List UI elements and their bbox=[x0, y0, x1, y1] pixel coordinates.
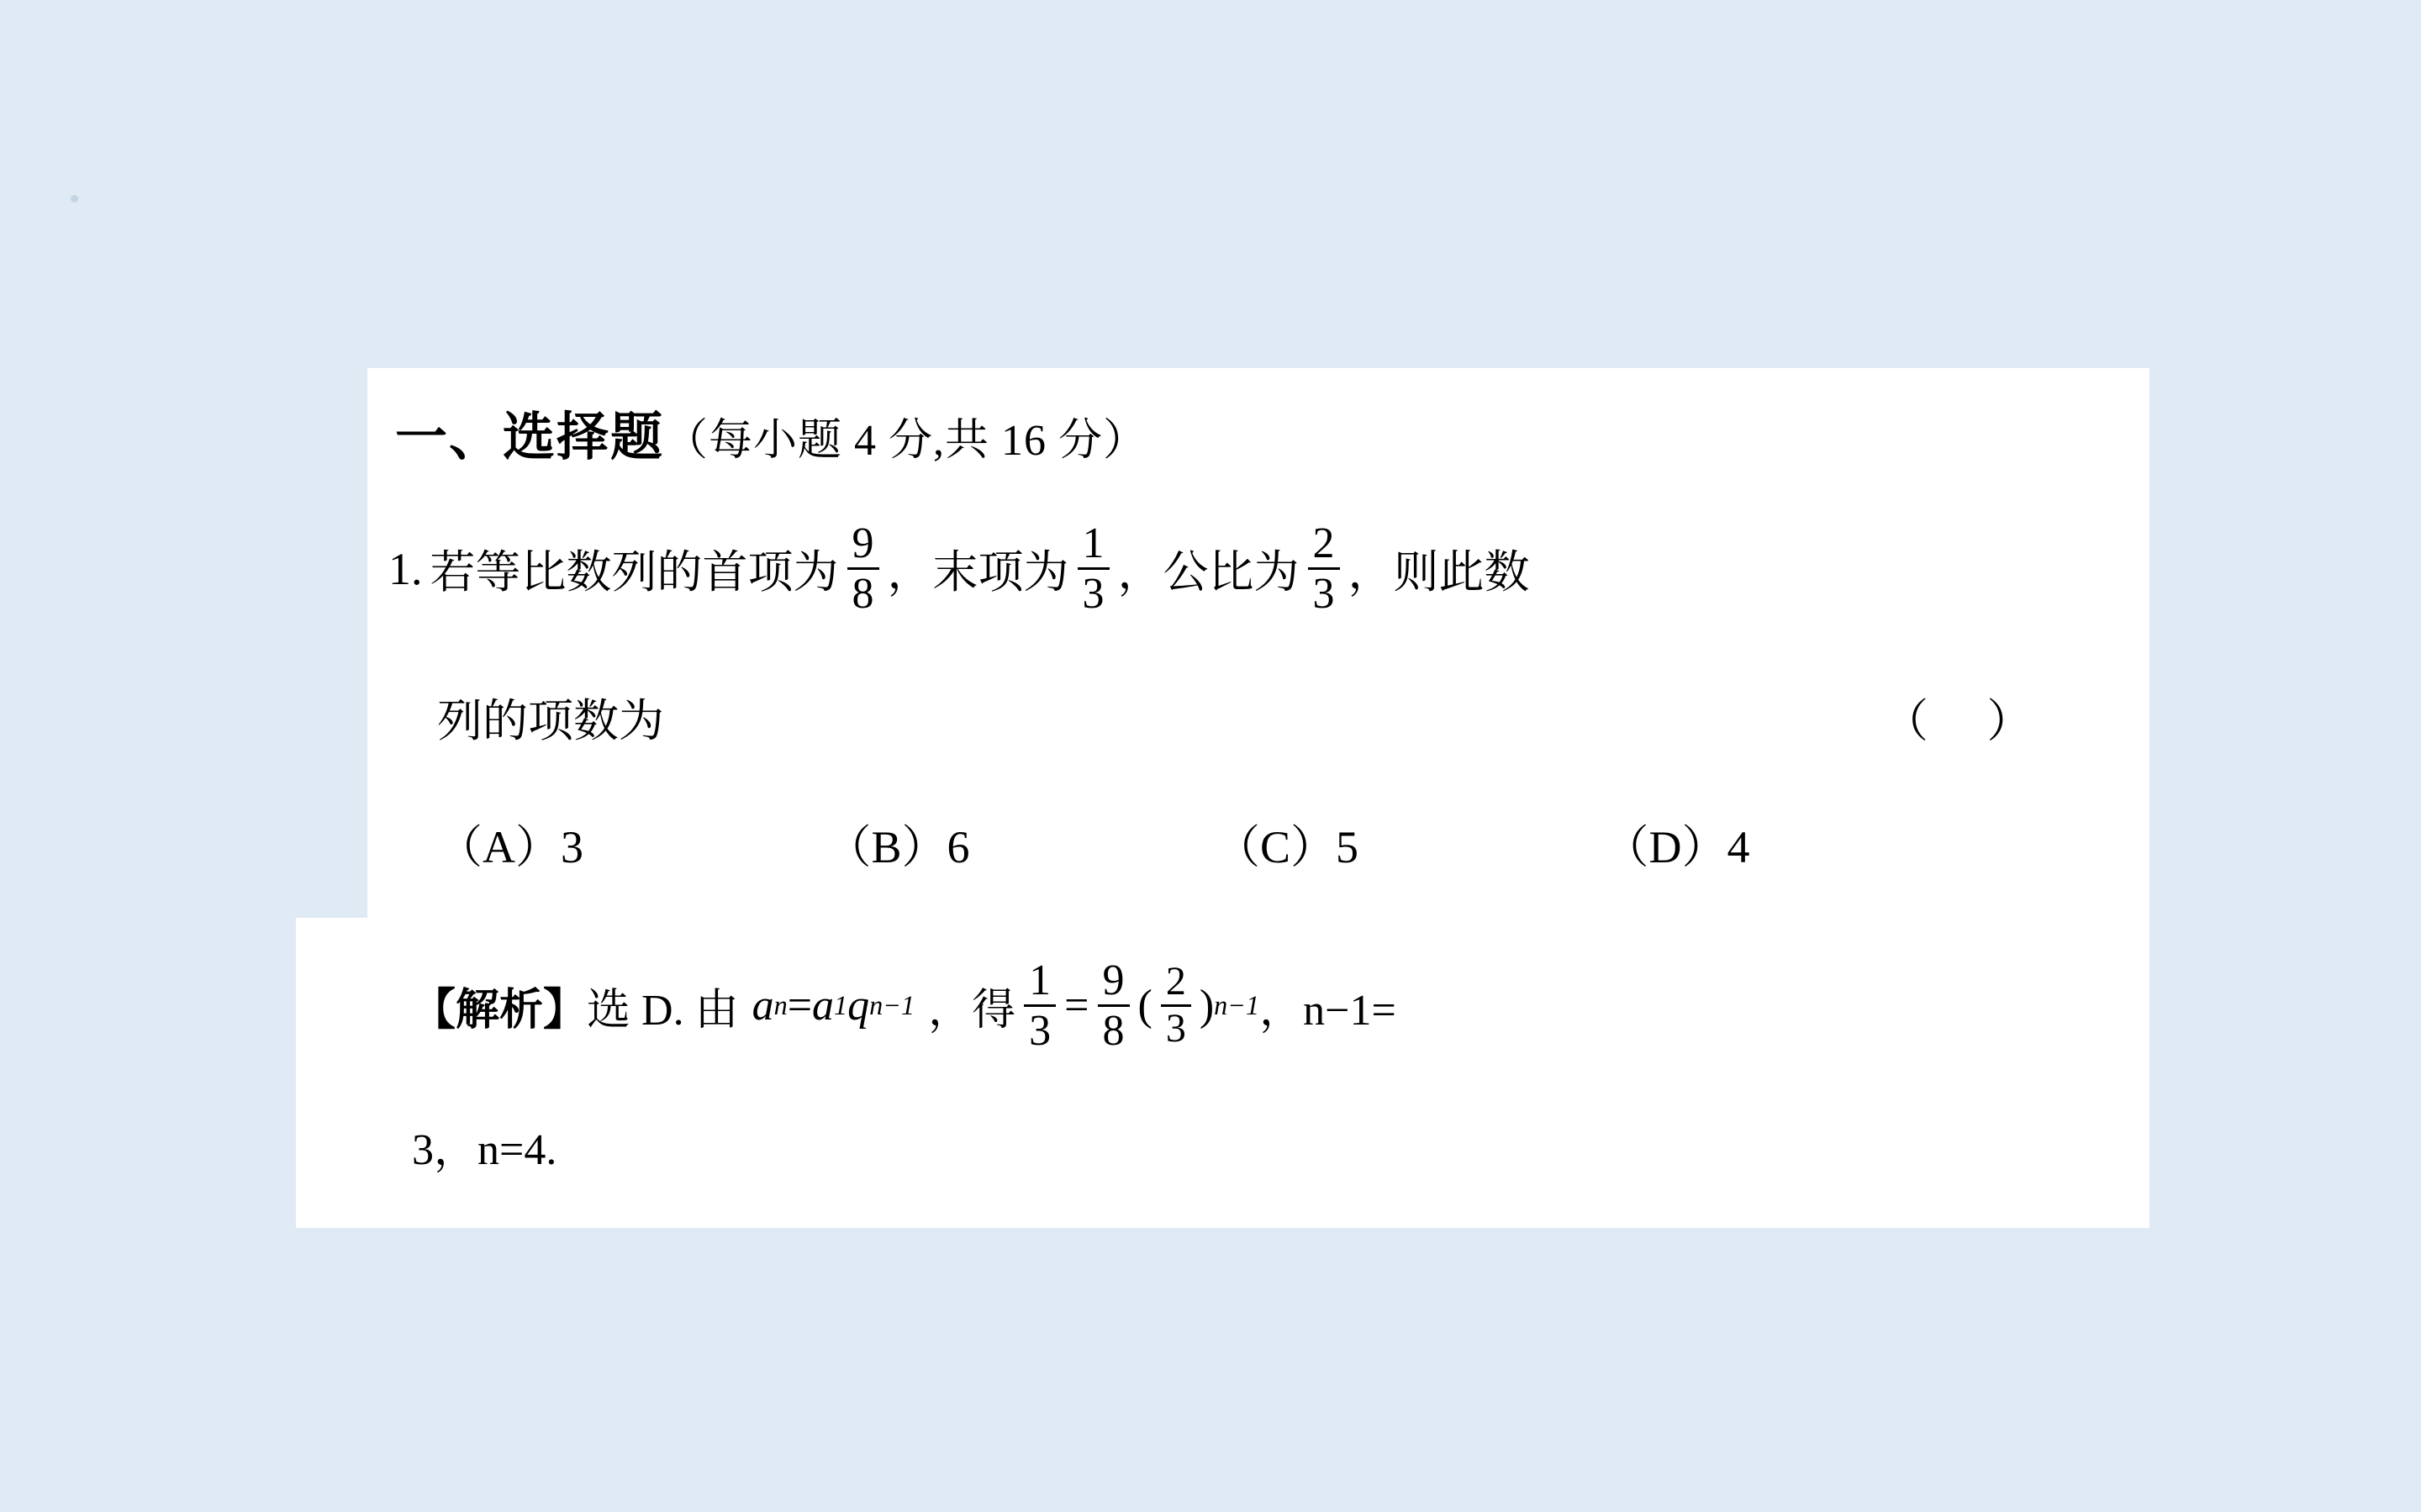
fraction-denominator: 3 bbox=[1161, 1004, 1191, 1050]
question-stem-line-1 bbox=[388, 519, 1530, 619]
question-stem-part-1: 若等比数列的首项为 bbox=[430, 547, 839, 598]
fraction-numerator: 9 bbox=[1102, 956, 1125, 1004]
formula-an-base: a bbox=[752, 982, 774, 1030]
fraction-solution-inner bbox=[1161, 961, 1191, 1050]
section-heading bbox=[395, 395, 1147, 470]
solution-line-1 bbox=[412, 956, 1396, 1056]
fraction-solution-right bbox=[1098, 956, 1130, 1056]
solution-choice-text: 选 D. 由 bbox=[587, 987, 739, 1035]
fraction-denominator: 8 bbox=[1098, 1004, 1130, 1053]
fraction-numerator: 9 bbox=[852, 519, 874, 567]
option-list bbox=[437, 811, 1992, 876]
answer-blank-parens: （ ） bbox=[1883, 696, 2056, 746]
fraction-numerator: 1 bbox=[1029, 956, 1052, 1004]
option-a[interactable]: （A）3 bbox=[437, 822, 583, 872]
option-d[interactable]: （D）4 bbox=[1603, 822, 1750, 872]
question-stem-part-2: ，末项为 bbox=[887, 547, 1069, 598]
fraction-denominator: 8 bbox=[847, 567, 879, 616]
solution-then-text: ，得 bbox=[928, 987, 1016, 1035]
scan-speck bbox=[71, 195, 78, 203]
fraction-last-term bbox=[1078, 519, 1110, 619]
question-number: 1. bbox=[388, 543, 423, 594]
option-c[interactable]: （C）5 bbox=[1215, 822, 1359, 872]
fraction-numerator: 2 bbox=[1165, 959, 1186, 1004]
fraction-common-ratio bbox=[1308, 519, 1340, 619]
section-title: 一、选择题 bbox=[395, 409, 665, 466]
fraction-denominator: 3 bbox=[1078, 567, 1110, 616]
paren-open: ( bbox=[1137, 982, 1152, 1030]
fraction-solution-left bbox=[1024, 956, 1056, 1056]
formula-q-base: q bbox=[847, 982, 870, 1030]
paren-exponent: n−1 bbox=[1214, 990, 1260, 1021]
paren-close: ) bbox=[1199, 982, 1215, 1030]
fraction-first-term bbox=[847, 519, 879, 619]
section-subtitle: （每小题 4 分,共 16 分） bbox=[664, 417, 1148, 465]
solution-label: 【解析】 bbox=[412, 987, 588, 1035]
fraction-denominator: 3 bbox=[1308, 567, 1340, 616]
formula-equals-1: = bbox=[787, 982, 813, 1030]
formula-q-exponent: n−1 bbox=[869, 990, 915, 1021]
fraction-numerator: 2 bbox=[1312, 519, 1335, 567]
question-stem-part-4: ，则此数 bbox=[1348, 547, 1530, 598]
formula-a1-subscript: 1 bbox=[834, 990, 848, 1021]
formula-equals-2: = bbox=[1064, 982, 1089, 1030]
fraction-numerator: 1 bbox=[1082, 519, 1105, 567]
fraction-denominator: 3 bbox=[1024, 1004, 1056, 1053]
formula-a1-base: a bbox=[812, 982, 835, 1030]
solution-tail: ，n−1= bbox=[1259, 987, 1396, 1035]
solution-line-2: 3，n=4. bbox=[412, 1126, 557, 1174]
question-stem-line-2: 列的项数为 bbox=[437, 696, 664, 746]
option-b[interactable]: （B）6 bbox=[825, 822, 970, 872]
formula-an-subscript: n bbox=[773, 990, 788, 1021]
question-stem-part-3: ，公比为 bbox=[1117, 547, 1300, 598]
